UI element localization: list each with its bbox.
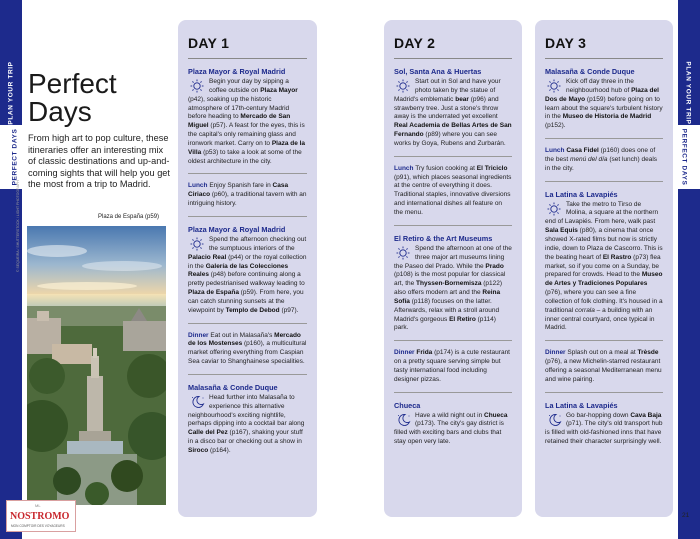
section-title: Malasaña & Conde Duque <box>188 382 278 392</box>
itinerary-section <box>394 226 512 333</box>
section-title: Plaza Mayor & Royal Madrid <box>188 67 286 76</box>
section-body: Take the metro to Tirso de Molina, a square at the northern end of Lavapiés. From here, walk past Sala Equis (p80), a cinema that once showed X-rated films but now is strictly indie, down to Plaza de Cascorro. This is the beating heart of El Rastro (p73) flea market, so if you come on a Sunday, be prepared for crowds. Head to the Museo de Artes y Tradiciones Populares (p76), where you can see a fine collection of folk clothing. It's housed in a traditional corrala – a building with an inner central courtyard, once typical in Madrid. <box>545 200 663 332</box>
meal-lunch <box>188 174 307 209</box>
moon-icon <box>188 394 206 409</box>
section-title: Plaza Mayor & Royal Madrid <box>188 224 286 234</box>
sun-icon <box>394 245 412 260</box>
section-text <box>394 78 512 149</box>
day-3-panel <box>535 20 673 517</box>
day-heading: DAY 1 <box>188 20 307 59</box>
section-body: Spend the afternoon at one of the three major art museums lining the Paseo del Prado. While the Prado (p108) is the most popular for classical art, the Thyssen-Bornemisza (p122) also offers modern art and the Reina Sofía (p118) focuses on the latter. Afterwards, relax with a stroll around Madrid's gorgeous El Retiro (p114) park. <box>394 244 512 332</box>
sidebar-subsection-label-right: PERFECT DAYS <box>680 128 688 186</box>
meal-lunch <box>394 157 512 218</box>
photo-caption: Plaza de España (p59) <box>98 214 160 220</box>
meal-body: Eat out in Malasaña's Mercado de los Mostenses (p160), a multicultural market offering everything from Caspian Sea caviar to Shanghainese specialities. <box>188 331 307 366</box>
section-text <box>394 245 512 333</box>
section-body: Go bar-hopping down Cava Baja (p71). The city's old transport hub is filled with old-fashioned inns that have retained their character surprisingly well. <box>545 411 663 446</box>
logo-name: NOSTROMO <box>10 511 70 522</box>
page-number: 21 <box>682 512 690 519</box>
meal-body: Enjoy Spanish fare in Casa Ciriaco (p60), a traditional tavern with an intriguing history. <box>188 182 307 208</box>
moon-icon <box>545 412 563 427</box>
section-body: Begin your day by sipping a coffee outside on Plaza Mayor (p42), soaking up the historic atmosphere of 17th-century Madrid before heading to Mercado de San Miguel (p57). A feast for the eyes, this is the capital's only remaining glass and ironwork market. Carry on to Plaza de la Villa (p53) to take a look at some of the oldest architecture in the city. <box>188 78 306 165</box>
meal-text <box>545 349 663 384</box>
meal-text <box>394 349 512 384</box>
meal-text <box>545 147 663 174</box>
section-text <box>545 412 663 447</box>
itinerary-section <box>545 59 663 131</box>
section-body: Start out in Sol and have your photo taken by the statue of Madrid's emblematic bear (p96) and strawberry tree. Just a stone's throw away is the underrated yet excellent Real Academia de Bellas Artes de San Fernando (p89) where you can see works by Goya, Rubens and Zurbarán. <box>394 78 512 147</box>
day-heading: DAY 3 <box>545 20 663 59</box>
meal-label: Lunch <box>545 147 565 155</box>
sun-icon <box>394 78 412 93</box>
photo-credit: © SEQUEIRA / SHUTTERSTOCK / LIGHT PHOTOGRAPH <box>16 180 20 272</box>
day-1-panel <box>178 20 317 517</box>
logo-tagline: MON COMPTOIR DES VOYAGEURS <box>11 524 65 528</box>
sidebar-section-label: PLAN YOUR TRIP <box>7 61 15 125</box>
section-text <box>188 236 307 316</box>
meal-dinner <box>545 341 663 384</box>
meal-body: Casa Fidel (p160) does one of the best menú del día (set lunch) deals in the city. <box>545 147 658 172</box>
meal-lunch <box>545 139 663 174</box>
section-text <box>545 201 663 334</box>
plaza-de-espana-photo <box>27 226 166 505</box>
section-text <box>394 412 512 447</box>
sidebar-subsection-label: PERFECT DAYS <box>11 128 19 186</box>
section-title: Chueca <box>394 400 421 410</box>
section-title: Malasaña & Conde Duque <box>545 67 635 76</box>
nostromo-logo <box>6 500 76 532</box>
itinerary-section <box>545 393 663 447</box>
section-body: Head further into Malasaña to experience this alternative neighbourhood's exciting nightlife, perhaps dipping into a cocktail bar along Calle del Pez (p167), shaking your stuff in a disco bar or checking out a show in Siroco (p164). <box>188 393 305 454</box>
moon-icon <box>394 412 412 427</box>
logo-top-mark: ML <box>35 503 41 508</box>
section-title: Sol, Santa Ana & Huertas <box>394 67 482 76</box>
title-line-2: Days <box>28 96 92 127</box>
section-text <box>188 394 307 456</box>
section-text <box>188 78 307 166</box>
itinerary-section <box>394 59 512 149</box>
meal-label: Dinner <box>394 349 415 357</box>
section-body: Spend the afternoon checking out the sumptuous interiors of the Palacio Real (p44) or the royal collection in the Galería de las Colecciones Reales (p48) before continuing along a pretty pedestrianised walkway leading to Plaza de España (p59). From here, you can catch stunning sunsets at the viewpoint by Templo de Debod (p97). <box>188 235 307 314</box>
meal-body: Splash out on a meal at Trèsde (p76), a new Michelin-starred restaurant offering a seasonal Mediterranean menu and wine pairing. <box>545 349 662 383</box>
title-line-1: Perfect <box>28 68 117 99</box>
sun-icon <box>545 78 563 93</box>
sidebar-section-label-right: PLAN YOUR TRIP <box>684 61 692 125</box>
day-heading: DAY 2 <box>394 20 512 59</box>
itinerary-section <box>188 59 307 166</box>
meal-dinner <box>394 341 512 384</box>
meal-body: Try fusion cooking at El Triciclo (p91), which places seasonal ingredients at the centre of everything it does. Traditional staples, innovative diversions and international dishes all feature on the menu. <box>394 164 512 216</box>
section-title: El Retiro & the Art Museums <box>394 233 493 243</box>
meal-label: Dinner <box>188 331 209 339</box>
intro-text: From high art to pop culture, these itineraries offer an interesting mix of classic destinations and up-and-coming sights that will help you get the most from a trip to Madrid. <box>28 133 170 190</box>
section-title: La Latina & Lavapiés <box>545 189 618 199</box>
itinerary-section <box>545 182 663 334</box>
meal-body: Frida (p174) is a cute restaurant on a pretty square serving simple but tasty international food including designer pizzas. <box>394 349 510 383</box>
day-2-panel <box>384 20 522 517</box>
section-title: La Latina & Lavapiés <box>545 400 618 410</box>
section-text <box>545 78 663 131</box>
section-body: Have a wild night out in Chueca (p173). The city's gay district is filled with exciting bars and clubs that stay open very late. <box>394 411 508 446</box>
section-body: Kick off day three in the neighbourhood hub of Plaza del Dos de Mayo (p159) before going on to learn about the square's turbulent history in the Museo de Historia de Madrid (p152). <box>545 78 663 130</box>
meal-dinner <box>188 324 307 367</box>
sun-icon <box>188 236 206 251</box>
sun-icon <box>545 201 563 216</box>
sun-icon <box>188 78 206 93</box>
meal-text <box>188 182 307 209</box>
meal-label: Lunch <box>188 182 208 190</box>
itinerary-section <box>188 217 307 316</box>
meal-label: Lunch <box>394 164 414 172</box>
itinerary-section <box>394 393 512 447</box>
meal-text <box>188 332 307 367</box>
itinerary-section <box>188 375 307 456</box>
meal-text <box>394 165 512 218</box>
page-title <box>28 70 117 126</box>
meal-label: Dinner <box>545 349 566 357</box>
